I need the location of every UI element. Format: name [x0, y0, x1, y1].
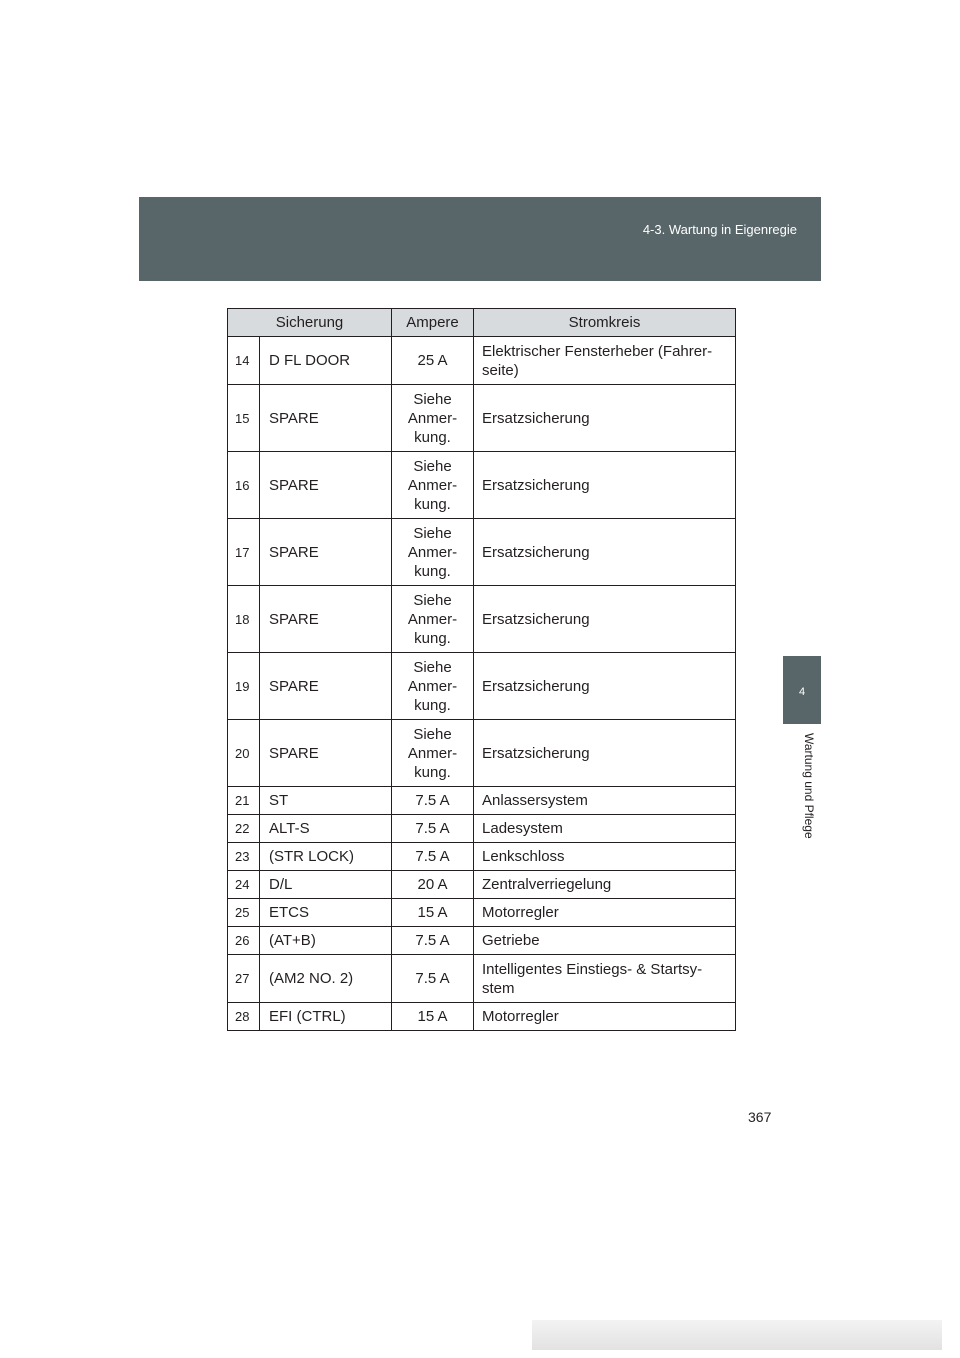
table-row — [228, 519, 736, 586]
fuse-name-cell: D FL DOOR — [260, 337, 392, 385]
ampere-cell: Siehe Anmer-kung. — [392, 519, 474, 586]
fuse-number-cell: 14 — [228, 337, 260, 385]
table-row — [228, 385, 736, 452]
fuse-number-cell: 26 — [228, 927, 260, 955]
ampere-cell: 25 A — [392, 337, 474, 385]
table-row — [228, 720, 736, 787]
ampere-cell: 7.5 A — [392, 843, 474, 871]
fuse-number-cell: 22 — [228, 815, 260, 843]
ampere-cell: 15 A — [392, 1003, 474, 1031]
circuit-cell: Ersatzsicherung — [474, 452, 736, 519]
fuse-number-cell: 16 — [228, 452, 260, 519]
circuit-cell: Ersatzsicherung — [474, 586, 736, 653]
ampere-cell: 20 A — [392, 871, 474, 899]
fuse-table — [227, 308, 736, 1031]
circuit-cell: Ersatzsicherung — [474, 653, 736, 720]
ampere-cell: 15 A — [392, 899, 474, 927]
fuse-number-cell: 25 — [228, 899, 260, 927]
circuit-cell: Ladesystem — [474, 815, 736, 843]
chapter-label: Wartung und Pflege — [802, 733, 816, 839]
circuit-cell: Anlassersystem — [474, 787, 736, 815]
table-row — [228, 787, 736, 815]
fuse-name-cell: SPARE — [260, 452, 392, 519]
ampere-cell: Siehe Anmer-kung. — [392, 653, 474, 720]
ampere-cell: Siehe Anmer-kung. — [392, 452, 474, 519]
chapter-tab — [783, 656, 821, 724]
fuse-name-cell: EFI (CTRL) — [260, 1003, 392, 1031]
page-number: 367 — [748, 1109, 772, 1125]
fuse-number-cell: 19 — [228, 653, 260, 720]
fuse-number-cell: 20 — [228, 720, 260, 787]
circuit-cell: Zentralverriegelung — [474, 871, 736, 899]
fuse-name-cell: SPARE — [260, 519, 392, 586]
table-row — [228, 815, 736, 843]
fuse-number-cell: 15 — [228, 385, 260, 452]
table-row — [228, 586, 736, 653]
fuse-name-cell: (AM2 NO. 2) — [260, 955, 392, 1003]
table-row — [228, 653, 736, 720]
fuse-name-cell: SPARE — [260, 586, 392, 653]
ampere-cell: 7.5 A — [392, 955, 474, 1003]
column-header-circuit: Stromkreis — [474, 309, 736, 337]
table-row — [228, 899, 736, 927]
fuse-name-cell: (AT+B) — [260, 927, 392, 955]
fuse-number-cell: 27 — [228, 955, 260, 1003]
table-row — [228, 927, 736, 955]
circuit-cell: Intelligentes Einstiegs- & Startsy-stem — [474, 955, 736, 1003]
fuse-number-cell: 28 — [228, 1003, 260, 1031]
ampere-cell: 7.5 A — [392, 787, 474, 815]
fuse-number-cell: 23 — [228, 843, 260, 871]
circuit-cell: Getriebe — [474, 927, 736, 955]
ampere-cell: Siehe Anmer-kung. — [392, 720, 474, 787]
watermark-banner — [532, 1320, 942, 1350]
fuse-number-cell: 17 — [228, 519, 260, 586]
fuse-name-cell: ETCS — [260, 899, 392, 927]
fuse-name-cell: ST — [260, 787, 392, 815]
ampere-cell: Siehe Anmer-kung. — [392, 385, 474, 452]
chapter-number: 4 — [798, 686, 806, 698]
circuit-cell: Elektrischer Fensterheber (Fahrer-seite) — [474, 337, 736, 385]
fuse-name-cell: D/L — [260, 871, 392, 899]
circuit-cell: Ersatzsicherung — [474, 720, 736, 787]
ampere-cell: Siehe Anmer-kung. — [392, 586, 474, 653]
table-row — [228, 1003, 736, 1031]
ampere-cell: 7.5 A — [392, 927, 474, 955]
table-row — [228, 452, 736, 519]
circuit-cell: Motorregler — [474, 1003, 736, 1031]
fuse-name-cell: (STR LOCK) — [260, 843, 392, 871]
table-row — [228, 843, 736, 871]
fuse-name-cell: SPARE — [260, 720, 392, 787]
fuse-name-cell: SPARE — [260, 653, 392, 720]
section-title: 4-3. Wartung in Eigenregie — [642, 222, 797, 237]
fuse-number-cell: 24 — [228, 871, 260, 899]
circuit-cell: Ersatzsicherung — [474, 385, 736, 452]
table-header-row — [228, 309, 736, 337]
circuit-cell: Ersatzsicherung — [474, 519, 736, 586]
circuit-cell: Lenkschloss — [474, 843, 736, 871]
table-row — [228, 871, 736, 899]
circuit-cell: Motorregler — [474, 899, 736, 927]
fuse-name-cell: ALT-S — [260, 815, 392, 843]
column-header-fuse: Sicherung — [228, 309, 392, 337]
fuse-number-cell: 18 — [228, 586, 260, 653]
ampere-cell: 7.5 A — [392, 815, 474, 843]
table-row — [228, 955, 736, 1003]
table-row — [228, 337, 736, 385]
column-header-ampere: Ampere — [392, 309, 474, 337]
fuse-name-cell: SPARE — [260, 385, 392, 452]
section-header-bar — [139, 197, 821, 281]
fuse-number-cell: 21 — [228, 787, 260, 815]
